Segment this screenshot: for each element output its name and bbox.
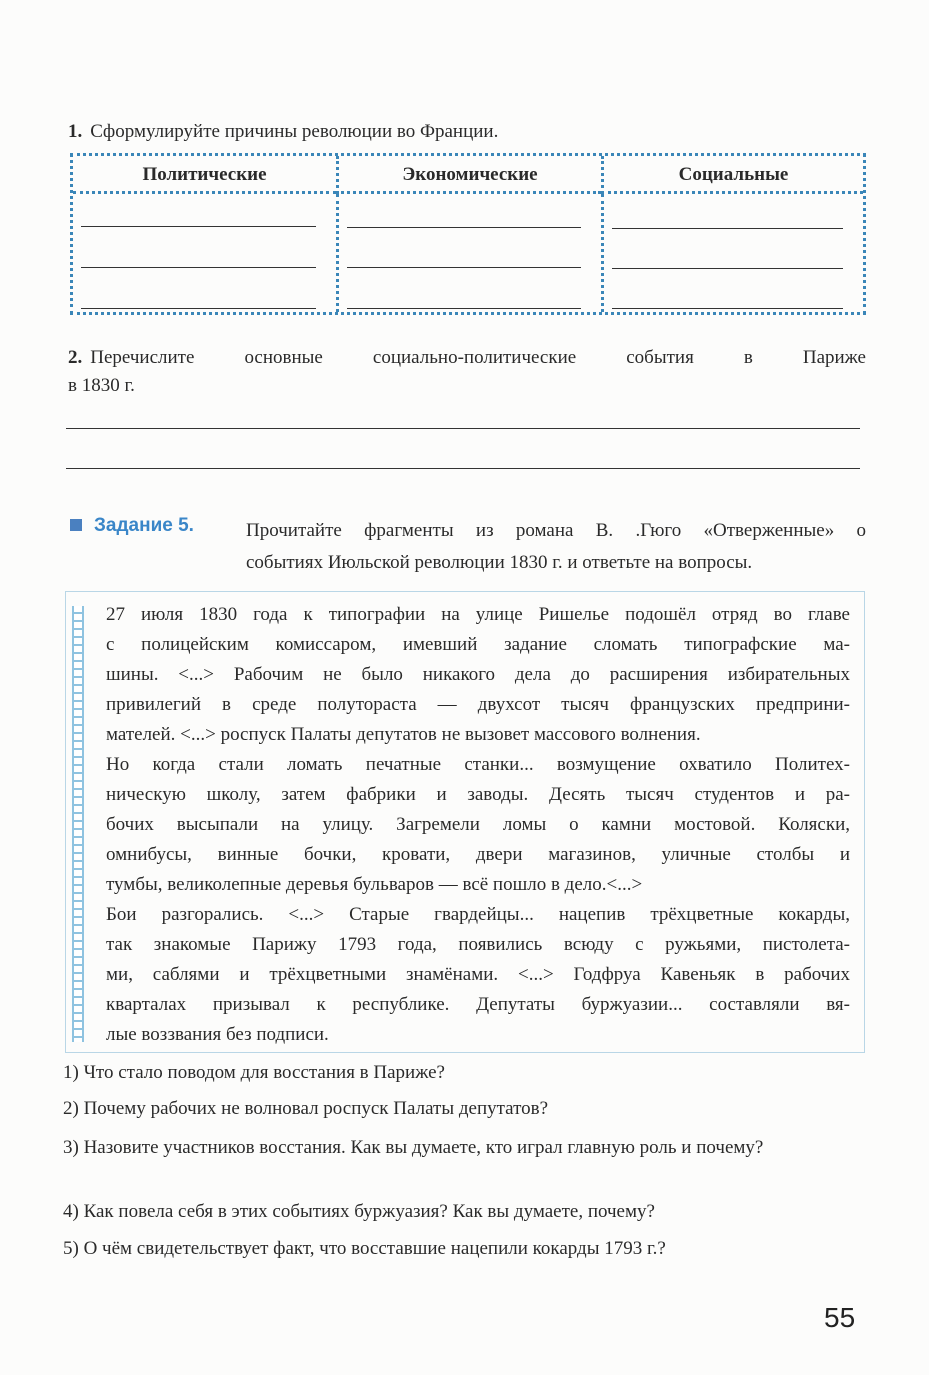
- passage-line: лые воззвания без подписи.: [106, 1024, 329, 1045]
- task5-label-text: Задание 5.: [94, 515, 194, 536]
- passage-line: шины. <...> Рабочим не было никакого дела до расширения избирательных: [106, 664, 850, 685]
- answer-cell-political[interactable]: [73, 194, 336, 312]
- question-4: 4) Как повела себя в этих событиях буржуазия? Как вы думаете, почему?: [63, 1201, 655, 1222]
- task1-prompt: [68, 121, 498, 143]
- column-header-social: Социальные: [601, 156, 863, 194]
- passage-line: Но когда стали ломать печатные станки... возмущение охватило Политех-: [106, 754, 850, 775]
- answer-cell-social[interactable]: [601, 194, 863, 312]
- task-number: 1.: [68, 121, 83, 142]
- page-number: 55: [824, 1302, 856, 1333]
- task-text: Сформулируйте причины революции во Франции.: [90, 121, 499, 142]
- task5-instructions: [246, 515, 866, 579]
- instruction-line: Прочитайте фрагменты из романа В. .Гюго «Отверженные» о: [246, 520, 866, 541]
- task-text: Перечислите основные социально-политические события в Париже: [90, 347, 866, 368]
- question-2: 2) Почему рабочих не волновал роспуск Палаты депутатов?: [63, 1098, 549, 1119]
- passage-line: привилегий в среде полутораста — двухсот тысяч французских предприни-: [106, 694, 850, 715]
- causes-table: [70, 153, 866, 315]
- task5-label: [70, 515, 194, 537]
- passage-line: омнибусы, винные бочки, кровати, двери магазинов, уличные столбы и: [106, 844, 850, 865]
- column-header-political: Политические: [73, 156, 336, 194]
- column-header-economic: Экономические: [336, 156, 601, 194]
- square-bullet-icon: [70, 519, 82, 531]
- task-text-cont: в 1830 г.: [68, 375, 135, 396]
- answer-cell-economic[interactable]: [336, 194, 601, 312]
- question-1: 1) Что стало поводом для восстания в Париже?: [63, 1062, 445, 1083]
- passage-line: 27 июля 1830 года к типографии на улице Ришелье подошёл отряд во главе: [106, 604, 850, 625]
- passage-line: ми, саблями и трёхцветными знамёнами. <...> Годфруа Кавеньяк в рабочих: [106, 964, 850, 985]
- passage-line: мателей. <...> роспуск Палаты депутатов не вызовет массового волнения.: [106, 724, 701, 745]
- passage-line: ническую школу, затем фабрики и заводы. Десять тысяч студентов и ра-: [106, 784, 850, 805]
- answer-line[interactable]: [66, 428, 860, 429]
- task-number: 2.: [68, 347, 83, 368]
- answer-line[interactable]: [66, 468, 860, 469]
- question-5: 5) О чём свидетельствует факт, что восставшие нацепили кокарды 1793 г.?: [63, 1238, 666, 1259]
- passage-line: тумбы, великолепные деревья бульваров — всё пошло в дело.<...>: [106, 874, 643, 895]
- passage-line: с полицейским комиссаром, имевший задание сломать типографские ма-: [106, 634, 850, 655]
- passage-line: Бои разгорались. <...> Старые гвардейцы... нацепив трёхцветные кокарды,: [106, 904, 850, 925]
- chain-border-decoration: [72, 606, 84, 1042]
- passage-line: бочих высыпали на улицу. Загремели ломы о камни мостовой. Коляски,: [106, 814, 850, 835]
- passage-line: так знакомые Парижу 1793 года, появились всюду с ружьями, пистолета-: [106, 934, 850, 955]
- source-passage-box: [65, 591, 865, 1053]
- passage-text: [106, 600, 850, 1050]
- instruction-line: событиях Июльской революции 1830 г. и ответьте на вопросы.: [246, 552, 753, 573]
- task2-prompt: [68, 344, 866, 400]
- passage-line: кварталах призывал к республике. Депутаты буржуазии... составляли вя-: [106, 994, 850, 1015]
- question-3: 3) Назовите участников восстания. Как вы думаете, кто играл главную роль и почему?: [63, 1137, 764, 1158]
